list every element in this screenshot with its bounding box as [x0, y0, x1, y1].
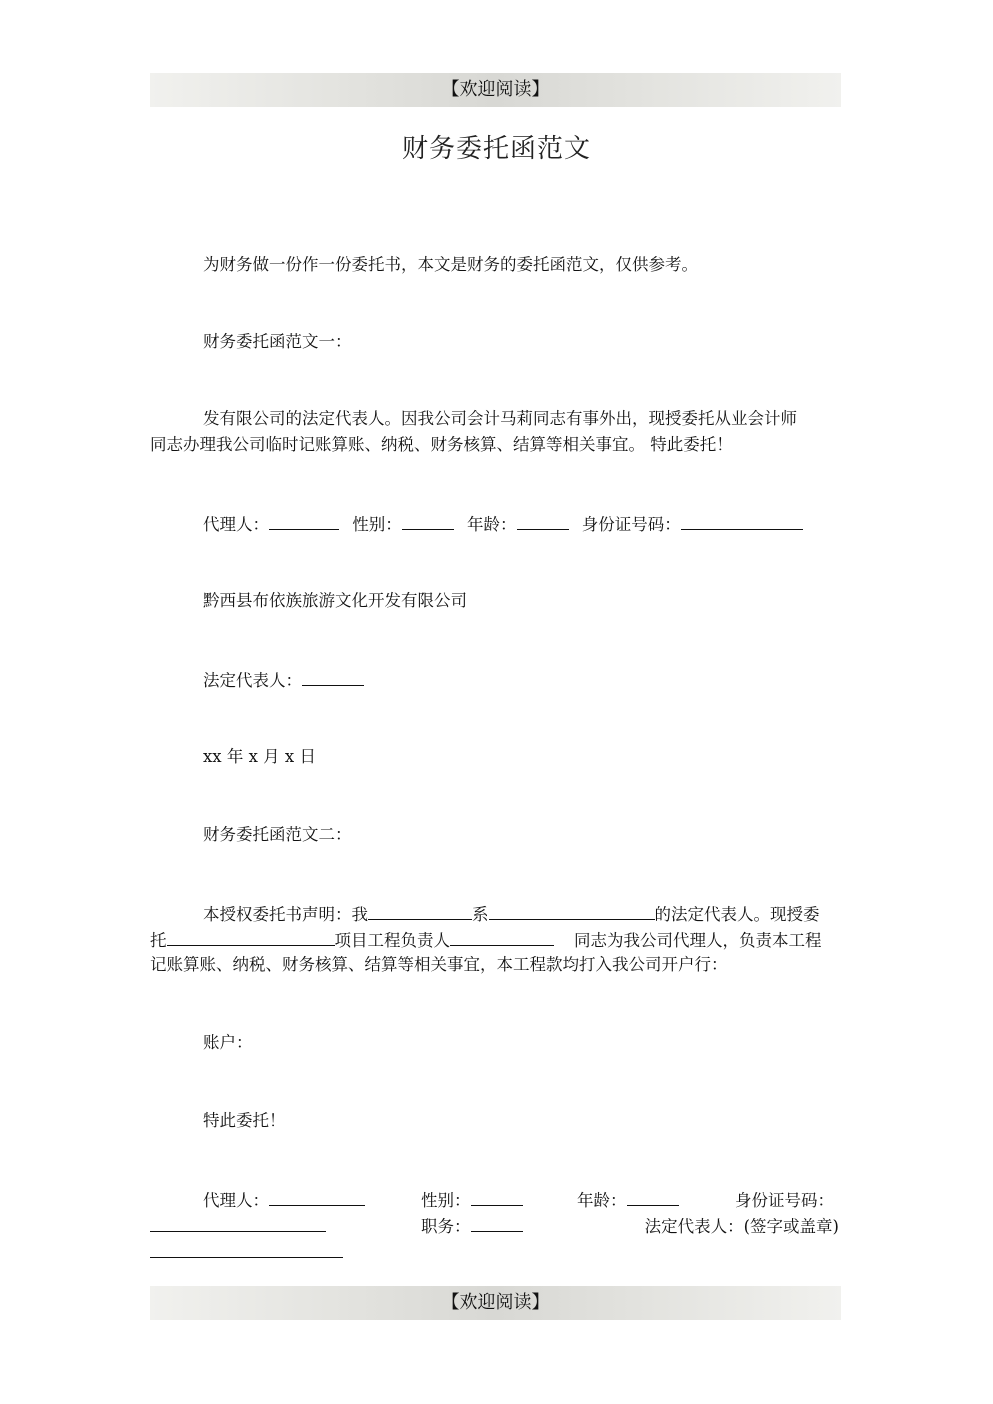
gender-blank — [402, 510, 454, 530]
agent-label: 代理人： — [203, 515, 269, 534]
signature-blank — [150, 1238, 343, 1258]
sample2-position-row — [150, 1212, 841, 1239]
gender-blank-2 — [471, 1186, 523, 1206]
gender-label: 性别： — [352, 515, 402, 534]
entrust-text: 托 — [150, 931, 167, 950]
principal-blank — [368, 900, 472, 920]
position-blank — [471, 1212, 523, 1232]
footer-banner: 【欢迎阅读】 — [150, 1286, 841, 1320]
company-blank — [489, 900, 655, 920]
closing-text: 特此委托！ — [203, 1111, 286, 1130]
agent-blank — [269, 510, 339, 530]
gender-label-2: 性别： — [421, 1191, 471, 1210]
sample2-line1 — [150, 900, 841, 927]
sample2-line2 — [150, 926, 841, 953]
sample1-heading: 财务委托函范文一： — [203, 332, 352, 351]
legal-rep-sign: 法定代表人：(签字或盖章) — [644, 1217, 839, 1236]
agent-role-text: 同志为我公司代理人，负责本工程 — [574, 931, 822, 950]
id-blank-2 — [150, 1212, 326, 1232]
header-banner: 【欢迎阅读】 — [150, 73, 841, 107]
id-blank — [681, 510, 803, 530]
document-title: 财务委托函范文 — [401, 134, 591, 164]
declaration-text: 本授权委托书声明：我 — [203, 905, 368, 924]
age-label-2: 年龄： — [577, 1191, 627, 1210]
sample1-body-line1: 发有限公司的法定代表人。因我公司会计马莉同志有事外出，现授委托从业会计师 — [203, 409, 797, 428]
project-manager-text: 项目工程负责人 — [334, 931, 450, 950]
id-label: 身份证号码： — [581, 515, 681, 534]
company-name: 黔西县布依族旅游文化开发有限公司 — [203, 591, 467, 610]
date-line: xx 年 x 月 x 日 — [203, 747, 316, 766]
agent-label-2: 代理人： — [203, 1191, 269, 1210]
sample1-agent-row — [150, 510, 841, 537]
legal-rep-row — [150, 666, 841, 693]
age-blank — [517, 510, 569, 530]
agent-blank-2 — [269, 1186, 365, 1206]
sample2-line3: 记账算账、纳税、财务核算、结算等相关事宜，本工程款均打入我公司开户行： — [150, 955, 728, 974]
age-blank-2 — [627, 1186, 679, 1206]
legal-rep-blank — [302, 666, 364, 686]
legal-rep-label: 法定代表人： — [203, 671, 302, 690]
project-manager-blank — [450, 926, 554, 946]
relation-text: 系 — [472, 905, 489, 924]
position-label: 职务： — [421, 1217, 471, 1236]
entrust-blank — [167, 926, 335, 946]
sample2-agent-row — [150, 1186, 841, 1213]
legal-rep-text: 的法定代表人。现授委 — [654, 905, 820, 924]
sample2-heading: 财务委托函范文二： — [203, 825, 352, 844]
account-label: 账户： — [203, 1033, 253, 1052]
sample1-body-line2: 同志办理我公司临时记账算账、纳税、财务核算、结算等相关事宜。 特此委托！ — [150, 435, 733, 454]
intro-paragraph: 为财务做一份作一份委托书，本文是财务的委托函范文，仅供参考。 — [203, 255, 698, 274]
signature-blank-row — [150, 1238, 841, 1265]
age-label: 年龄： — [467, 515, 517, 534]
id-label-2: 身份证号码： — [735, 1191, 834, 1210]
